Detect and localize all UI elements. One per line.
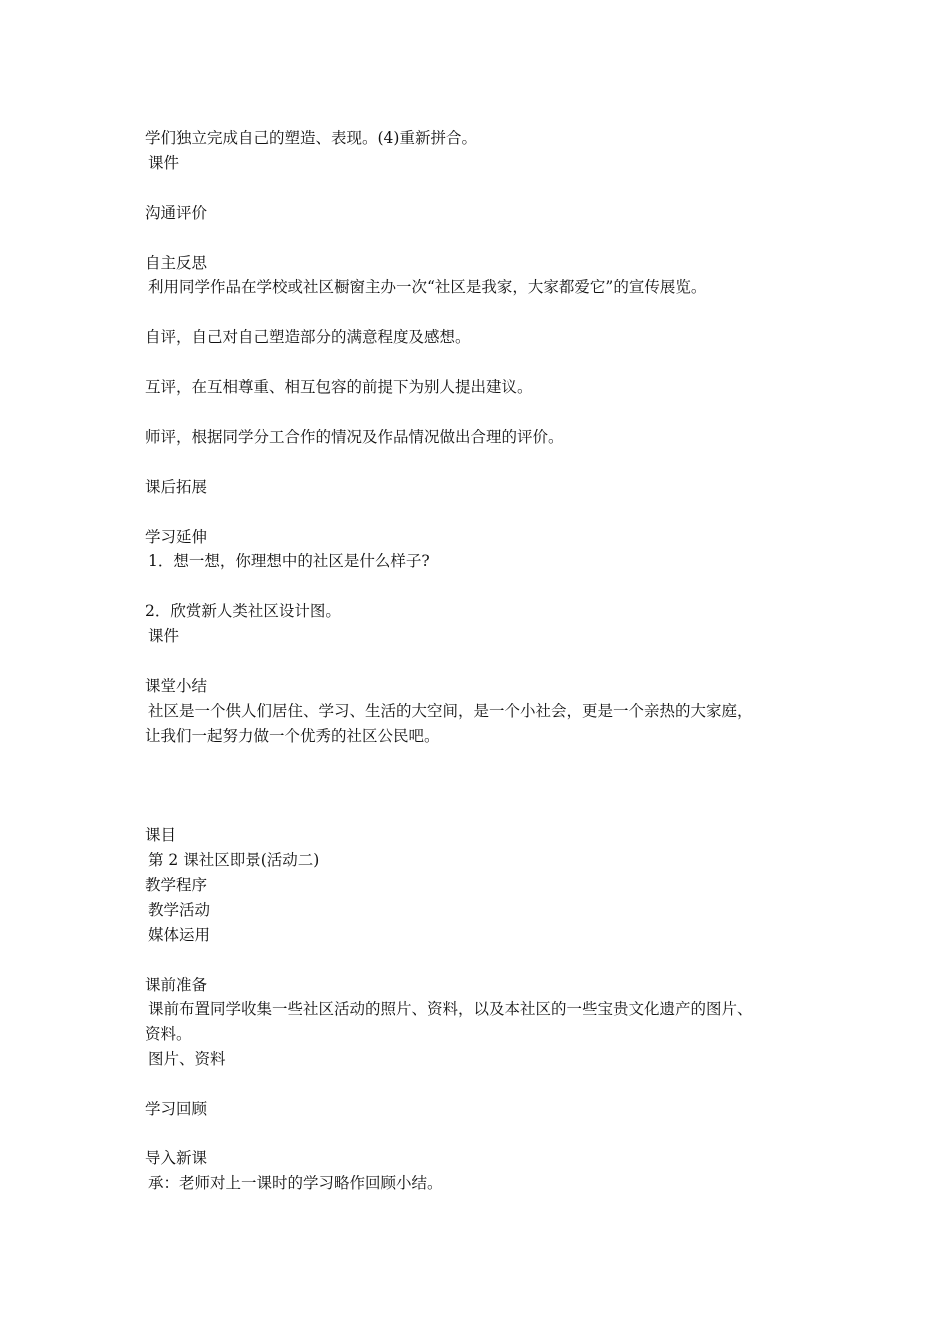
section-heading: 教学程序 — [145, 876, 208, 894]
text-line: 教学活动 — [148, 901, 211, 919]
text-line: 第 2 课社区即景(活动二) — [148, 851, 320, 869]
text-line: 自评，自己对自己塑造部分的满意程度及感想。 — [145, 328, 471, 346]
text-line: 利用同学作品在学校或社区橱窗主办一次“社区是我家，大家都爱它”的宣传展览。 — [148, 278, 707, 296]
text-line: 师评，根据同学分工合作的情况及作品情况做出合理的评价。 — [145, 428, 564, 446]
text-line: 互评，在互相尊重、相互包容的前提下为别人提出建议。 — [145, 378, 533, 396]
text-line: 资料。 — [145, 1025, 192, 1043]
text-line: 学们独立完成自己的塑造、表现。(4)重新拼合。 — [145, 129, 477, 147]
section-heading: 课后拓展 — [145, 478, 208, 496]
text-line: 2．欣赏新人类社区设计图。 — [145, 602, 341, 620]
text-line: 1．想一想，你理想中的社区是什么样子? — [148, 552, 430, 570]
section-heading: 学习延伸 — [145, 528, 208, 546]
section-heading: 沟通评价 — [145, 204, 208, 222]
section-heading: 课堂小结 — [145, 677, 208, 695]
text-line: 媒体运用 — [148, 926, 211, 944]
text-line: 社区是一个供人们居住、学习、生活的大空间，是一个小社会，更是一个亲热的大家庭， — [148, 702, 753, 720]
section-heading: 学习回顾 — [145, 1100, 208, 1118]
text-line: 图片、资料 — [148, 1050, 226, 1068]
text-line: 让我们一起努力做一个优秀的社区公民吧。 — [145, 727, 440, 745]
section-heading: 课目 — [145, 826, 177, 844]
text-line: 课件 — [148, 154, 180, 172]
text-line: 课件 — [148, 627, 180, 645]
text-line: 承：老师对上一课时的学习略作回顾小结。 — [148, 1174, 443, 1192]
section-heading: 课前准备 — [145, 976, 208, 994]
section-heading: 自主反思 — [145, 254, 208, 272]
text-line: 课前布置同学收集一些社区活动的照片、资料，以及本社区的一些宝贵文化遗产的图片、 — [148, 1000, 753, 1018]
section-heading: 导入新课 — [145, 1149, 208, 1167]
